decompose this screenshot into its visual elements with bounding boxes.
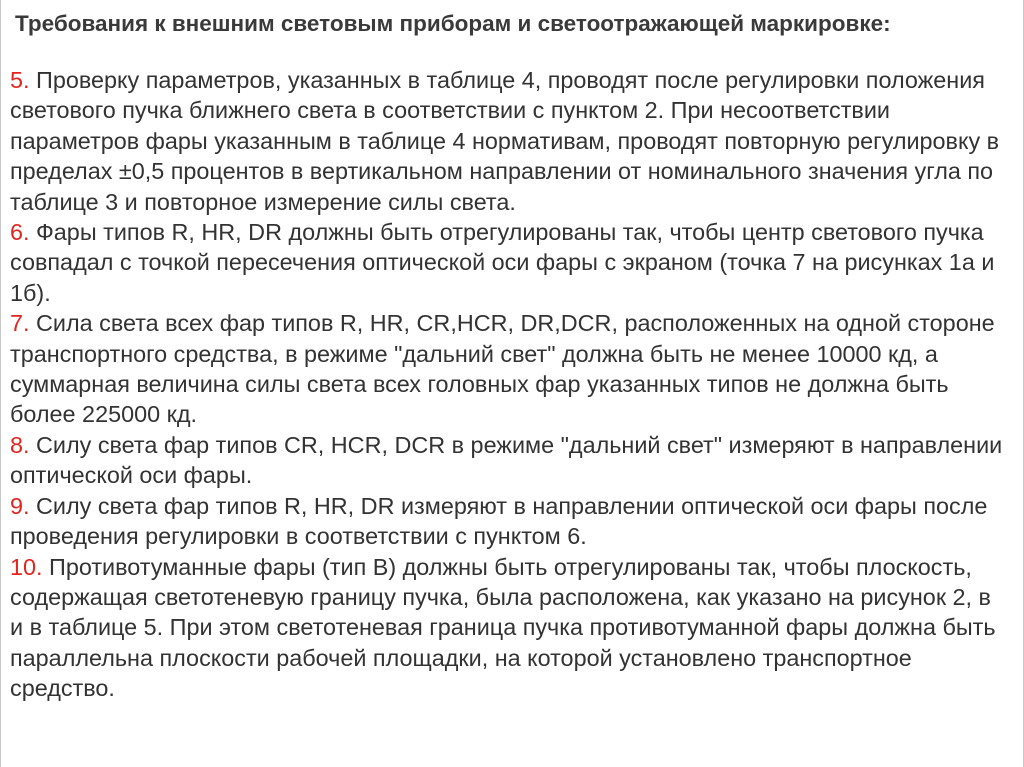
requirement-item-6	[10, 217, 1010, 308]
item-number: 7.	[10, 310, 30, 337]
item-text: Проверку параметров, указанных в таблице 4, проводят после регулировки положения светового пучка ближнего света в соответствии с пунктом 2. При несоответствии параметров фары указанным в таблице 4 нормативам, проводят повторную регулировку в пределах ±0,5 процентов в вертикальном направлении от номинального значения угла по таблице 3 и повторное измерение силы света.	[10, 67, 1000, 215]
item-number: 5.	[10, 67, 30, 93]
requirement-item-9	[10, 491, 1010, 552]
requirement-item-7	[10, 308, 1010, 430]
item-text: Силу света фар типов CR, HCR, DCR в режиме "дальний свет" измеряют в направлении оптической оси фары.	[10, 431, 1003, 489]
requirement-item-8	[10, 430, 1010, 491]
item-number: 10.	[10, 553, 43, 580]
requirement-item-10	[10, 552, 1010, 704]
requirements-list	[10, 65, 1010, 704]
item-text: Фары типов R, HR, DR должны быть отрегулированы так, чтобы центр светового пучка совпадал с точкой пересечения оптической оси фары с экраном (точка 7 на рисунках 1а и 1б).	[10, 219, 995, 306]
item-number: 6.	[10, 219, 30, 246]
slide-title: Требования к внешним световым приборам и светоотражающей маркировке:	[15, 11, 891, 36]
item-text: Противотуманные фары (тип B) должны быть отрегулированы так, чтобы плоскость, содержащая светотеневую границу пучка, была расположена, как указано на рисунок 2, в и в таблице 5. При этом светотеневая граница пучка противотуманной фары должна быть параллельна плоскости рабочей площадки, на которой установлено транспортное средство.	[10, 553, 996, 702]
item-number: 9.	[10, 492, 30, 519]
item-text: Сила света всех фар типов R, HR, CR,HCR, DR,DCR, расположенных на одной стороне транспортного средства, в режиме "дальний свет" должна быть не менее 10000 кд, а суммарная величина силы света всех головных фар указанных типов не должна быть более 225000 кд.	[10, 310, 995, 428]
item-number: 8.	[10, 431, 30, 458]
requirement-item-5	[10, 65, 1010, 217]
item-text: Силу света фар типов R, HR, DR измеряют в направлении оптической оси фары после проведения регулировки в соответствии с пунктом 6.	[10, 492, 988, 550]
